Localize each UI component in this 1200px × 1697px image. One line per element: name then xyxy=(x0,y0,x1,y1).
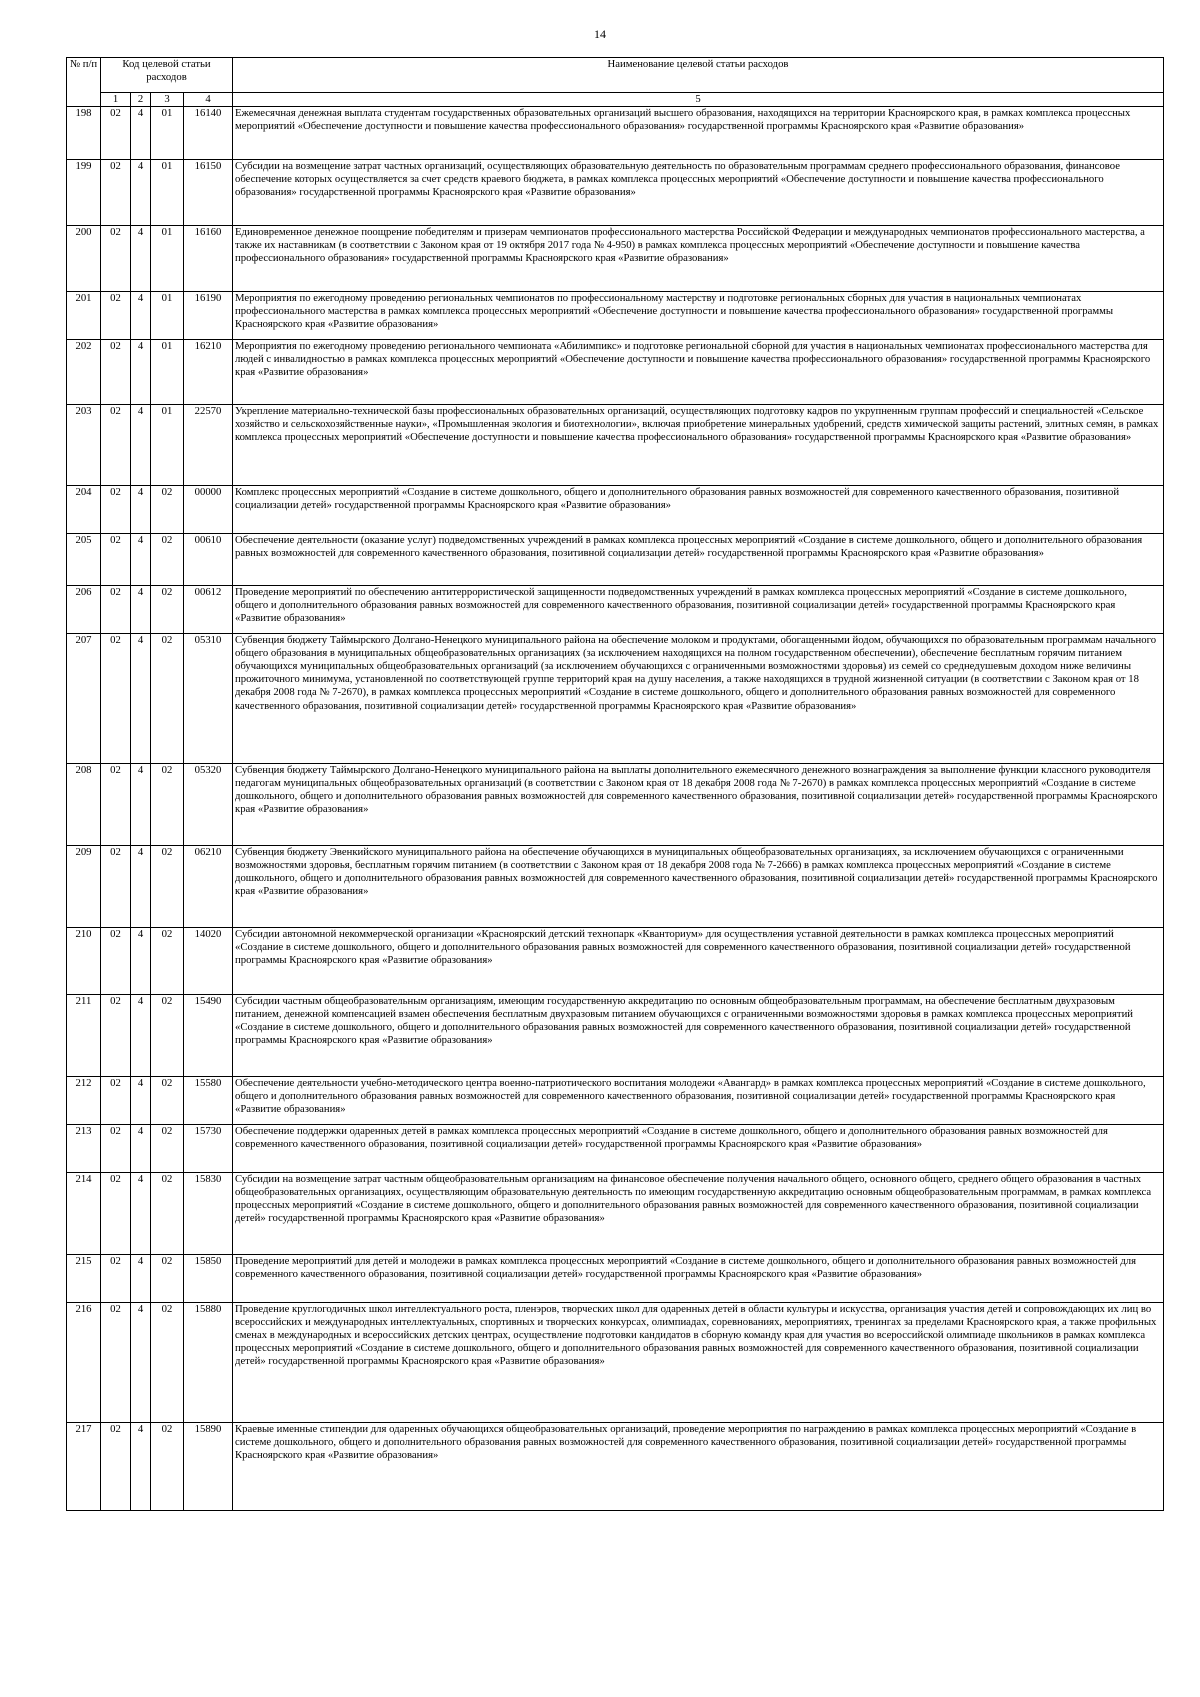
code-direction: 16190 xyxy=(184,292,233,340)
code-program: 02 xyxy=(101,405,131,486)
code-complex: 01 xyxy=(151,160,184,226)
index-cell-1: 1 xyxy=(101,93,131,107)
table-row xyxy=(67,1125,1164,1173)
row-number: 206 xyxy=(67,586,101,634)
table-row xyxy=(67,292,1164,340)
table-row xyxy=(67,160,1164,226)
code-complex: 01 xyxy=(151,107,184,160)
code-direction: 16160 xyxy=(184,226,233,292)
code-program: 02 xyxy=(101,1077,131,1125)
row-number: 215 xyxy=(67,1255,101,1303)
row-number: 200 xyxy=(67,226,101,292)
table-row xyxy=(67,764,1164,846)
code-complex: 01 xyxy=(151,405,184,486)
table-row xyxy=(67,995,1164,1077)
code-complex: 02 xyxy=(151,1125,184,1173)
code-type: 4 xyxy=(131,160,151,226)
code-direction: 15830 xyxy=(184,1173,233,1255)
code-program: 02 xyxy=(101,928,131,995)
code-direction: 05320 xyxy=(184,764,233,846)
table-row xyxy=(67,340,1164,405)
header-name: Наименование целевой статьи расходов xyxy=(233,58,1164,93)
code-type: 4 xyxy=(131,1303,151,1423)
code-complex: 02 xyxy=(151,586,184,634)
row-description: Субвенция бюджету Эвенкийского муниципального района на обеспечение обучающихся в муниципальных общеобразовательных организациях, за исключением обучающихся с ограниченными возможностями здоровья, бесплатным горячим питанием (в соответствии с Законом края от 18 декабря 2008 года № 7-2666) в рамках комплекса процессных мероприятий «Создание в системе дошкольного, общего и дополнительного образования равных возможностей для современного качественного образования, позитивной социализации детей» государственной программы Красноярского края «Развитие образования» xyxy=(233,846,1164,928)
code-direction: 22570 xyxy=(184,405,233,486)
code-type: 4 xyxy=(131,846,151,928)
row-number: 207 xyxy=(67,634,101,764)
row-description: Проведение мероприятий для детей и молодежи в рамках комплекса процессных мероприятий «Создание в системе дошкольного, общего и дополнительного образования равных возможностей для современного качественного образования, позитивной социализации детей» государственной программы Красноярского края «Развитие образования» xyxy=(233,1255,1164,1303)
page-number: 14 xyxy=(594,27,606,41)
budget-table xyxy=(66,57,1164,1511)
row-number: 213 xyxy=(67,1125,101,1173)
code-program: 02 xyxy=(101,634,131,764)
row-number: 201 xyxy=(67,292,101,340)
code-type: 4 xyxy=(131,586,151,634)
code-type: 4 xyxy=(131,995,151,1077)
code-direction: 00000 xyxy=(184,486,233,534)
code-direction: 14020 xyxy=(184,928,233,995)
table-row xyxy=(67,405,1164,486)
code-direction: 15730 xyxy=(184,1125,233,1173)
code-direction: 06210 xyxy=(184,846,233,928)
code-type: 4 xyxy=(131,486,151,534)
code-type: 4 xyxy=(131,634,151,764)
row-description: Единовременное денежное поощрение победителям и призерам чемпионатов профессионального мастерства Российской Федерации и международных чемпионатов профессионального мастерства, а также их наставникам (в соответствии с Законом края от 19 октября 2017 года № 4-950) в рамках комплекса процессных мероприятий «Обеспечение доступности и повышение качества профессионального образования» государственной программы Красноярского края «Развитие образования» xyxy=(233,226,1164,292)
code-direction: 16150 xyxy=(184,160,233,226)
table-row xyxy=(67,226,1164,292)
code-direction: 15890 xyxy=(184,1423,233,1511)
code-program: 02 xyxy=(101,226,131,292)
code-program: 02 xyxy=(101,995,131,1077)
row-number: 217 xyxy=(67,1423,101,1511)
code-program: 02 xyxy=(101,340,131,405)
row-number: 214 xyxy=(67,1173,101,1255)
row-description: Проведение мероприятий по обеспечению антитеррористической защищенности подведомственных учреждений в рамках комплекса процессных мероприятий «Создание в системе дошкольного, общего и дополнительного образования равных возможностей для современного качественного образования, позитивной социализации детей» государственной программы Красноярского края «Развитие образования» xyxy=(233,586,1164,634)
code-direction: 15880 xyxy=(184,1303,233,1423)
code-program: 02 xyxy=(101,1173,131,1255)
table-row xyxy=(67,928,1164,995)
table-row xyxy=(67,1173,1164,1255)
row-description: Мероприятия по ежегодному проведению регионального чемпионата «Абилимпикс» и подготовке региональной сборной для участия в национальных чемпионатах профессионального мастерства для людей с инвалидностью в рамках комплекса процессных мероприятий «Обеспечение доступности и повышение качества профессионального образования» государственной программы Красноярского края «Развитие образования» xyxy=(233,340,1164,405)
code-program: 02 xyxy=(101,292,131,340)
code-complex: 02 xyxy=(151,534,184,586)
table-row xyxy=(67,107,1164,160)
row-number: 208 xyxy=(67,764,101,846)
code-direction: 16210 xyxy=(184,340,233,405)
code-program: 02 xyxy=(101,1255,131,1303)
header-num: № п/п xyxy=(67,58,101,107)
code-complex: 02 xyxy=(151,486,184,534)
code-complex: 02 xyxy=(151,764,184,846)
code-program: 02 xyxy=(101,586,131,634)
code-type: 4 xyxy=(131,1077,151,1125)
row-description: Укрепление материально-технической базы профессиональных образовательных организаций, осуществляющих подготовку кадров по укрупненным группам профессий и специальностей «Сельское хозяйство и сельскохозяйственные науки», «Промышленная экология и биотехнологии», включая приобретение минеральных удобрений, средств химической защиты растений, элитных семян, в рамках комплекса процессных мероприятий «Обеспечение доступности и повышение качества профессионального образования» государственной программы Красноярского края «Развитие образования» xyxy=(233,405,1164,486)
row-number: 211 xyxy=(67,995,101,1077)
index-row xyxy=(67,93,1164,107)
row-description: Обеспечение деятельности учебно-методического центра военно-патриотического воспитания молодежи «Авангард» в рамках комплекса процессных мероприятий «Создание в системе дошкольного, общего и дополнительного образования равных возможностей для современного качественного образования, позитивной социализации детей» государственной программы Красноярского края «Развитие образования» xyxy=(233,1077,1164,1125)
code-type: 4 xyxy=(131,764,151,846)
code-complex: 02 xyxy=(151,634,184,764)
code-direction: 15850 xyxy=(184,1255,233,1303)
table-row xyxy=(67,1255,1164,1303)
code-program: 02 xyxy=(101,534,131,586)
row-description: Субсидии на возмещение затрат частных организаций, осуществляющих образовательную деятельность по образовательным программам среднего профессионального образования, финансовое обеспечение которых осуществляется за счет средств краевого бюджета, в рамках комплекса процессных мероприятий «Обеспечение доступности и повышение качества профессионального образования» государственной программы Красноярского края «Развитие образования» xyxy=(233,160,1164,226)
row-description: Обеспечение деятельности (оказание услуг) подведомственных учреждений в рамках комплекса процессных мероприятий «Создание в системе дошкольного, общего и дополнительного образования равных возможностей для современного качественного образования, позитивной социализации детей» государственной программы Красноярского края «Развитие образования» xyxy=(233,534,1164,586)
row-number: 212 xyxy=(67,1077,101,1125)
row-number: 202 xyxy=(67,340,101,405)
code-complex: 02 xyxy=(151,1173,184,1255)
row-description: Краевые именные стипендии для одаренных обучающихся общеобразовательных организаций, проведение мероприятия по награждению в рамках комплекса процессных мероприятий «Создание в системе дошкольного, общего и дополнительного образования равных возможностей для современного качественного образования, позитивной социализации детей» государственной программы Красноярского края «Развитие образования» xyxy=(233,1423,1164,1511)
index-cell-3: 3 xyxy=(151,93,184,107)
table-row xyxy=(67,1423,1164,1511)
code-complex: 01 xyxy=(151,292,184,340)
row-description: Субвенция бюджету Таймырского Долгано-Ненецкого муниципального района на обеспечение молоком и продуктами, обогащенными йодом, обучающихся по образовательным программам начального общего образования в муниципальных общеобразовательных организациях (за исключением находящихся на полном государственном обеспечении), обеспечение бесплатным горячим питанием обучающихся муниципальных общеобразовательных организаций (за исключением обучающихся с ограниченными возможностями здоровья) из семей со среднедушевым доходом ниже величины прожиточного минимума, установленной по соответствующей группе территорий края на душу населения, а также находящихся в трудной жизненной ситуации (в соответствии с Законом края от 18 декабря 2008 года № 7-2670), в рамках комплекса процессных мероприятий «Создание в системе дошкольного, общего и дополнительного образования равных возможностей для современного качественного образования, позитивной социализации детей» государственной программы Красноярского края «Развитие образования» xyxy=(233,634,1164,764)
code-complex: 02 xyxy=(151,995,184,1077)
code-type: 4 xyxy=(131,226,151,292)
code-type: 4 xyxy=(131,340,151,405)
table-row xyxy=(67,846,1164,928)
code-direction: 00612 xyxy=(184,586,233,634)
row-number: 198 xyxy=(67,107,101,160)
code-program: 02 xyxy=(101,1303,131,1423)
code-complex: 02 xyxy=(151,1077,184,1125)
row-description: Проведение круглогодичных школ интеллектуального роста, пленэров, творческих школ для одаренных детей в области культуры и искусства, организация участия детей и сопровождающих их лиц во всероссийских и международных интеллектуальных, спортивных и творческих конкурсах, олимпиадах, соревнованиях, мероприятиях, тренингах за пределами Красноярского края, а также профильных сменах в международных и всероссийских детских центрах, осуществление подготовки кандидатов в сборную команду края для участия во всероссийской олимпиаде школьников в рамках комплекса процессных мероприятий «Создание в системе дошкольного, общего и дополнительного образования равных возможностей для современного качественного образования, позитивной социализации детей» государственной программы Красноярского края «Развитие образования» xyxy=(233,1303,1164,1423)
code-program: 02 xyxy=(101,486,131,534)
code-program: 02 xyxy=(101,1125,131,1173)
code-direction: 05310 xyxy=(184,634,233,764)
code-complex: 02 xyxy=(151,846,184,928)
row-description: Субсидии на возмещение затрат частным общеобразовательным организациям на финансовое обеспечение получения начального общего, основного общего, среднего общего образования в частных общеобразовательных организациях, осуществляющим образовательную деятельность по имеющим государственную аккредитацию основным общеобразовательным программам, в рамках комплекса процессных мероприятий «Создание в системе дошкольного, общего и дополнительного образования равных возможностей для современного качественного образования, позитивной социализации детей» государственной программы Красноярского края «Развитие образования» xyxy=(233,1173,1164,1255)
code-program: 02 xyxy=(101,1423,131,1511)
code-type: 4 xyxy=(131,405,151,486)
header-row xyxy=(67,58,1164,93)
code-program: 02 xyxy=(101,764,131,846)
code-type: 4 xyxy=(131,107,151,160)
row-number: 203 xyxy=(67,405,101,486)
code-program: 02 xyxy=(101,846,131,928)
code-program: 02 xyxy=(101,160,131,226)
table-row xyxy=(67,634,1164,764)
code-direction: 16140 xyxy=(184,107,233,160)
table-row xyxy=(67,586,1164,634)
index-cell-4: 4 xyxy=(184,93,233,107)
row-description: Субвенция бюджету Таймырского Долгано-Ненецкого муниципального района на выплаты дополнительного ежемесячного денежного вознаграждения за выполнение функции классного руководителя педагогам муниципальных общеобразовательных организаций (в соответствии с Законом края от 18 декабря 2008 года № 7-2670) в рамках комплекса процессных мероприятий «Создание в системе дошкольного, общего и дополнительного образования равных возможностей для современного качественного образования, позитивной социализации детей» государственной программы Красноярского края «Развитие образования» xyxy=(233,764,1164,846)
row-description: Мероприятия по ежегодному проведению региональных чемпионатов по профессиональному мастерству и подготовке региональных сборных для участия в национальных чемпионатах профессионального мастерства в рамках комплекса процессных мероприятий «Обеспечение доступности и повышение качества профессионального образования» государственной программы Красноярского края «Развитие образования» xyxy=(233,292,1164,340)
code-complex: 02 xyxy=(151,1423,184,1511)
row-number: 199 xyxy=(67,160,101,226)
table-row xyxy=(67,486,1164,534)
row-description: Субсидии частным общеобразовательным организациям, имеющим государственную аккредитацию по основным общеобразовательным программам, на обеспечение бесплатным двухразовым питанием, денежной компенсацией взамен обеспечения бесплатным двухразовым питанием обучающихся с ограниченными возможностями здоровья в рамках комплекса процессных мероприятий «Создание в системе дошкольного, общего и дополнительного образования равных возможностей для современного качественного образования, позитивной социализации детей» государственной программы Красноярского края «Развитие образования» xyxy=(233,995,1164,1077)
row-number: 210 xyxy=(67,928,101,995)
row-number: 216 xyxy=(67,1303,101,1423)
code-type: 4 xyxy=(131,292,151,340)
code-complex: 02 xyxy=(151,1255,184,1303)
table-row xyxy=(67,534,1164,586)
code-complex: 02 xyxy=(151,928,184,995)
code-complex: 02 xyxy=(151,1303,184,1423)
row-description: Комплекс процессных мероприятий «Создание в системе дошкольного, общего и дополнительного образования равных возможностей для современного качественного образования, позитивной социализации детей» государственной программы Красноярского края «Развитие образования» xyxy=(233,486,1164,534)
code-complex: 01 xyxy=(151,226,184,292)
code-direction: 15580 xyxy=(184,1077,233,1125)
row-number: 209 xyxy=(67,846,101,928)
table-row xyxy=(67,1303,1164,1423)
code-program: 02 xyxy=(101,107,131,160)
header-code: Код целевой статьи расходов xyxy=(101,58,233,93)
code-type: 4 xyxy=(131,1423,151,1511)
code-direction: 00610 xyxy=(184,534,233,586)
row-number: 204 xyxy=(67,486,101,534)
code-type: 4 xyxy=(131,928,151,995)
code-complex: 01 xyxy=(151,340,184,405)
index-cell-5: 5 xyxy=(233,93,1164,107)
code-type: 4 xyxy=(131,534,151,586)
code-type: 4 xyxy=(131,1173,151,1255)
row-number: 205 xyxy=(67,534,101,586)
row-description: Обеспечение поддержки одаренных детей в рамках комплекса процессных мероприятий «Создание в системе дошкольного, общего и дополнительного образования равных возможностей для современного качественного образования, позитивной социализации детей» государственной программы Красноярского края «Развитие образования» xyxy=(233,1125,1164,1173)
row-description: Субсидии автономной некоммерческой организации «Красноярский детский технопарк «Кванториум» для осуществления уставной деятельности в рамках комплекса процессных мероприятий «Создание в системе дошкольного, общего и дополнительного образования равных возможностей для современного качественного образования, позитивной социализации детей» государственной программы Красноярского края «Развитие образования» xyxy=(233,928,1164,995)
code-direction: 15490 xyxy=(184,995,233,1077)
code-type: 4 xyxy=(131,1125,151,1173)
table-row xyxy=(67,1077,1164,1125)
index-cell-2: 2 xyxy=(131,93,151,107)
code-type: 4 xyxy=(131,1255,151,1303)
row-description: Ежемесячная денежная выплата студентам государственных образовательных организаций высшего образования, находящихся на территории Красноярского края, в рамках комплекса процессных мероприятий «Обеспечение доступности и повышение качества профессионального образования» государственной программы Красноярского края «Развитие образования» xyxy=(233,107,1164,160)
